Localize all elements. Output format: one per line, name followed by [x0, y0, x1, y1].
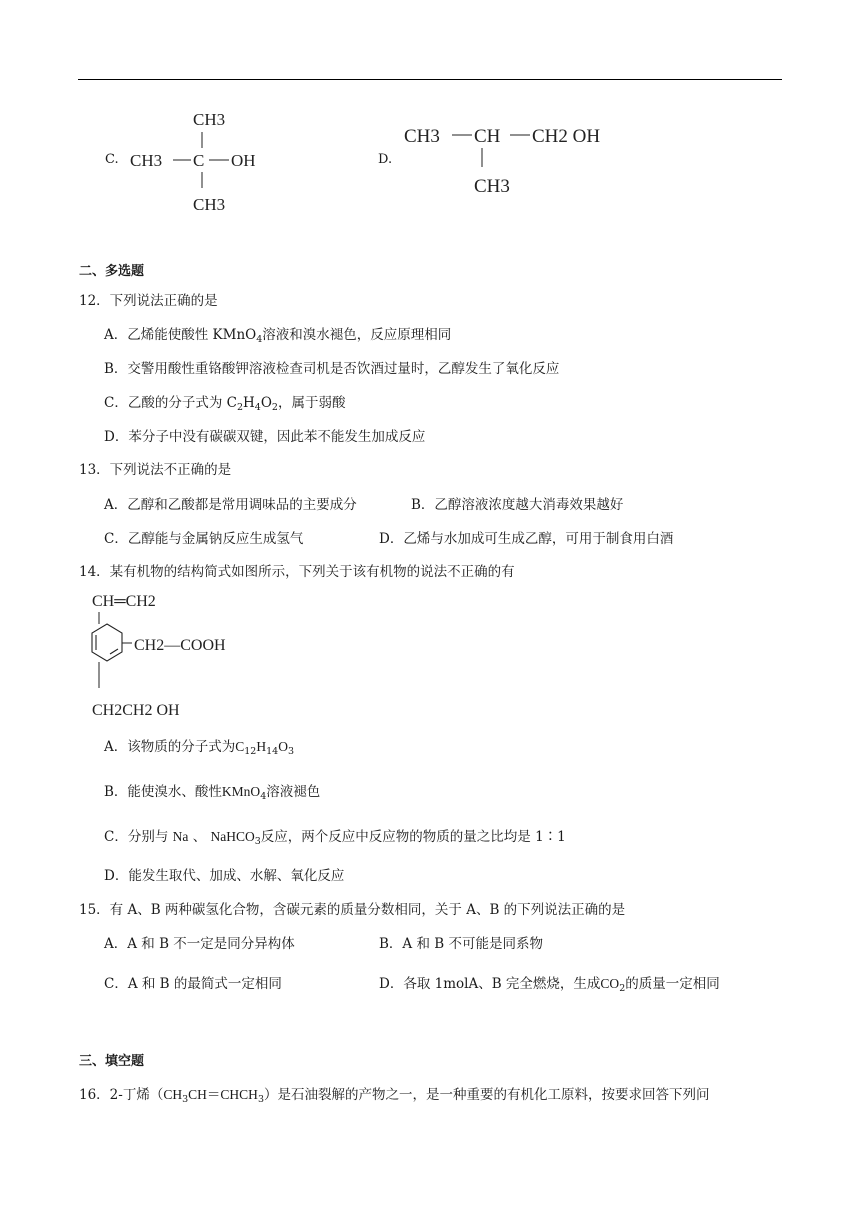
- structure-c-ch3-left: CH3: [130, 151, 163, 170]
- structure-c-ch3-top: CH3: [193, 110, 226, 129]
- q15-option-b: B．A 和 B 不可能是同系物: [379, 936, 543, 952]
- structure-c-oh: OH: [231, 151, 256, 170]
- q14-side-group: CH2—COOH: [134, 637, 226, 654]
- option-c-label: C.: [105, 152, 119, 167]
- q14-structure-diagram: [88, 588, 258, 723]
- structure-d-ch: CH: [474, 126, 501, 147]
- q12-option-d: D．苯分子中没有碳碳双键，因此苯不能发生加成反应: [104, 429, 426, 445]
- q14-option-b: B．能使溴水、酸性KMnO$_4$溶液褪色: [104, 784, 321, 802]
- q12-option-a: A．乙烯能使酸性 KMnO$_4$溶液和溴水褪色，反应原理相同: [104, 327, 452, 345]
- q15-option-a: A．A 和 B 不一定是同分异构体: [104, 936, 295, 952]
- q14-stem: 14．某有机物的结构简式如图所示，下列关于该有机物的说法不正确的有: [79, 564, 515, 580]
- q16-stem: 16．2-丁烯$(CH_3CH=CHCH_3)$是石油裂解的产物之一，是一种重要的有机化工原料，按要求回答下列问: [79, 1087, 710, 1105]
- q12-option-b: B．交警用酸性重铬酸钾溶液检查司机是否饮酒过量时，乙醇发生了氧化反应: [104, 361, 560, 377]
- q13-option-d: D．乙烯与水加成可生成乙醇，可用于制食用白酒: [379, 531, 674, 547]
- header-rule: [78, 79, 782, 80]
- structure-c-center-c: C: [193, 151, 205, 170]
- q14-option-a: A．该物质的分子式为$C_{12}H_{14}O_3$: [104, 739, 294, 757]
- structure-c-ch3-bottom: CH3: [193, 195, 226, 214]
- q14-option-c: C．分别与 Na 、 NaHCO$_3$反应，两个反应中反应物的物质的量之比均是 1∶1: [104, 829, 566, 847]
- q15-option-c: C．A 和 B 的最简式一定相同: [104, 976, 282, 992]
- structure-d-ch3-left: CH3: [404, 126, 440, 147]
- q15-stem: 15．有 A、B 两种碳氢化合物，含碳元素的质量分数相同，关于 A、B 的下列说法正确的是: [79, 902, 626, 918]
- q13-option-c: C．乙醇能与金属钠反应生成氢气: [104, 531, 304, 547]
- option-d-label: D.: [378, 152, 393, 167]
- section-2-title: 二、多选题: [79, 264, 145, 279]
- structure-d-ch2oh: CH2 OH: [532, 126, 601, 147]
- q14-bottom-group: CH2CH2 OH: [92, 702, 180, 719]
- structure-d-ch3-bottom: CH3: [474, 176, 510, 197]
- q12-option-c: C．乙酸的分子式为 $C_2H_4O_2$，属于弱酸: [104, 395, 346, 413]
- q13-option-b: B．乙醇溶液浓度越大消毒效果越好: [411, 497, 624, 513]
- q14-option-d: D．能发生取代、加成、水解、氧化反应: [104, 868, 345, 884]
- structure-d-diagram: [400, 115, 630, 200]
- q15-option-d: D．各取 1molA、B 完全燃烧，生成$CO_2$的质量一定相同: [379, 976, 720, 994]
- structure-c-diagram: [125, 100, 285, 220]
- q13-option-a: A．乙醇和乙酸都是常用调味品的主要成分: [104, 497, 357, 513]
- q14-top-group: CH═CH2: [92, 593, 156, 610]
- section-3-title: 三、填空题: [79, 1054, 145, 1069]
- q12-stem: 12．下列说法正确的是: [79, 293, 218, 309]
- q13-stem: 13．下列说法不正确的是: [79, 462, 232, 478]
